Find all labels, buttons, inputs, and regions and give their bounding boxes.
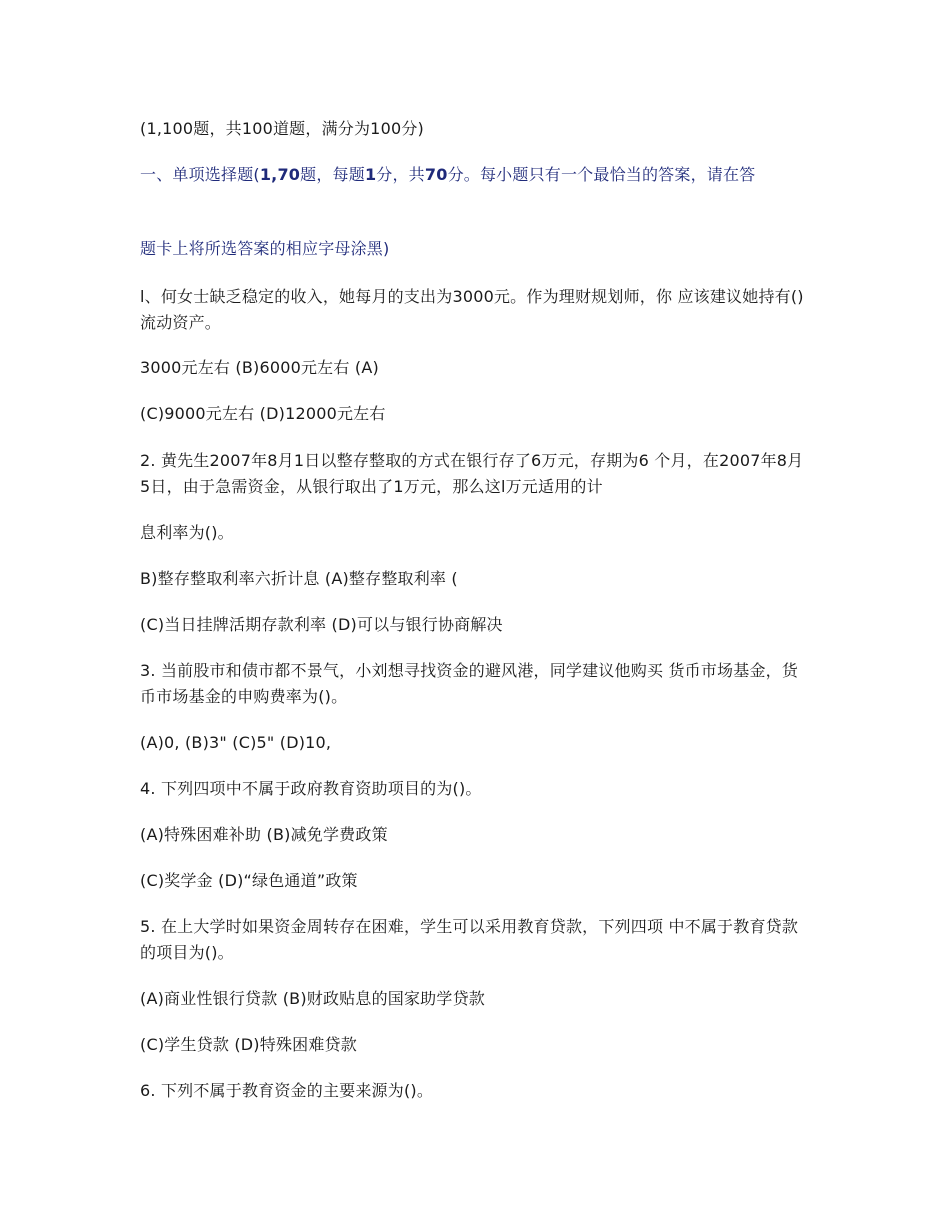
section-heading-text-1: 一、单项选择题( [140, 165, 260, 184]
question-5: 5. 在上大学时如果资金周转存在困难，学生可以采用教育贷款，下列四项 中不属于教育贷款的项目为()。 [140, 917, 799, 962]
section-heading [140, 162, 812, 188]
question-5-options-2: (C)学生贷款 (D)特殊困难贷款 [140, 1035, 357, 1054]
question-1: l、何女士缺乏稳定的收入，她每月的支出为3000元。作为理财规划师，你 应该建议她持有()流动资产。 [140, 287, 804, 332]
section-heading-total: 70 [424, 165, 448, 184]
question-2-continued: 息利率为()。 [140, 523, 234, 542]
section-heading-text-4: 分。每小题只有一个最恰当的答案，请在答 [447, 165, 756, 184]
section-heading-line-2: 题卡上将所选答案的相应字母涂黑) [140, 239, 390, 258]
question-4: 4. 下列四项中不属于政府教育资助项目的为()。 [140, 779, 482, 798]
question-1-options-1: 3000元左右 (B)6000元左右 (A) [140, 358, 379, 377]
question-6: 6. 下列不属于教育资金的主要来源为()。 [140, 1081, 434, 1100]
question-2: 2. 黄先生2007年8月1日以整存整取的方式在银行存了6万元，存期为6 个月，在2007年8月5日，由于急需资金，从银行取出了1万元，那么这l万元适用的计 [140, 451, 804, 496]
section-heading-points: 1 [364, 165, 377, 184]
section-heading-range: 1,70 [259, 165, 301, 184]
question-3-options: (A)0, (B)3" (C)5" (D)10, [140, 733, 332, 752]
question-5-options-1: (A)商业性银行贷款 (B)财政贴息的国家助学贷款 [140, 989, 485, 1008]
question-2-options-2: (C)当日挂牌活期存款利率 (D)可以与银行协商解决 [140, 615, 503, 634]
question-3: 3. 当前股市和债市都不景气，小刘想寻找资金的避风港，同学建议他购买 货币市场基金，货币市场基金的申购费率为()。 [140, 661, 799, 706]
question-4-options-2: (C)奖学金 (D)“绿色通道”政策 [140, 871, 358, 890]
question-2-options-1: B)整存整取利率六折计息 (A)整存整取利率 ( [140, 569, 458, 588]
exam-intro: (1,100题，共100道题，满分为100分) [140, 119, 424, 138]
section-heading-text-2: 题，每题 [300, 165, 365, 184]
question-4-options-1: (A)特殊困难补助 (B)减免学费政策 [140, 825, 388, 844]
section-heading-text-3: 分，共 [376, 165, 425, 184]
question-1-options-2: (C)9000元左右 (D)12000元左右 [140, 404, 386, 423]
